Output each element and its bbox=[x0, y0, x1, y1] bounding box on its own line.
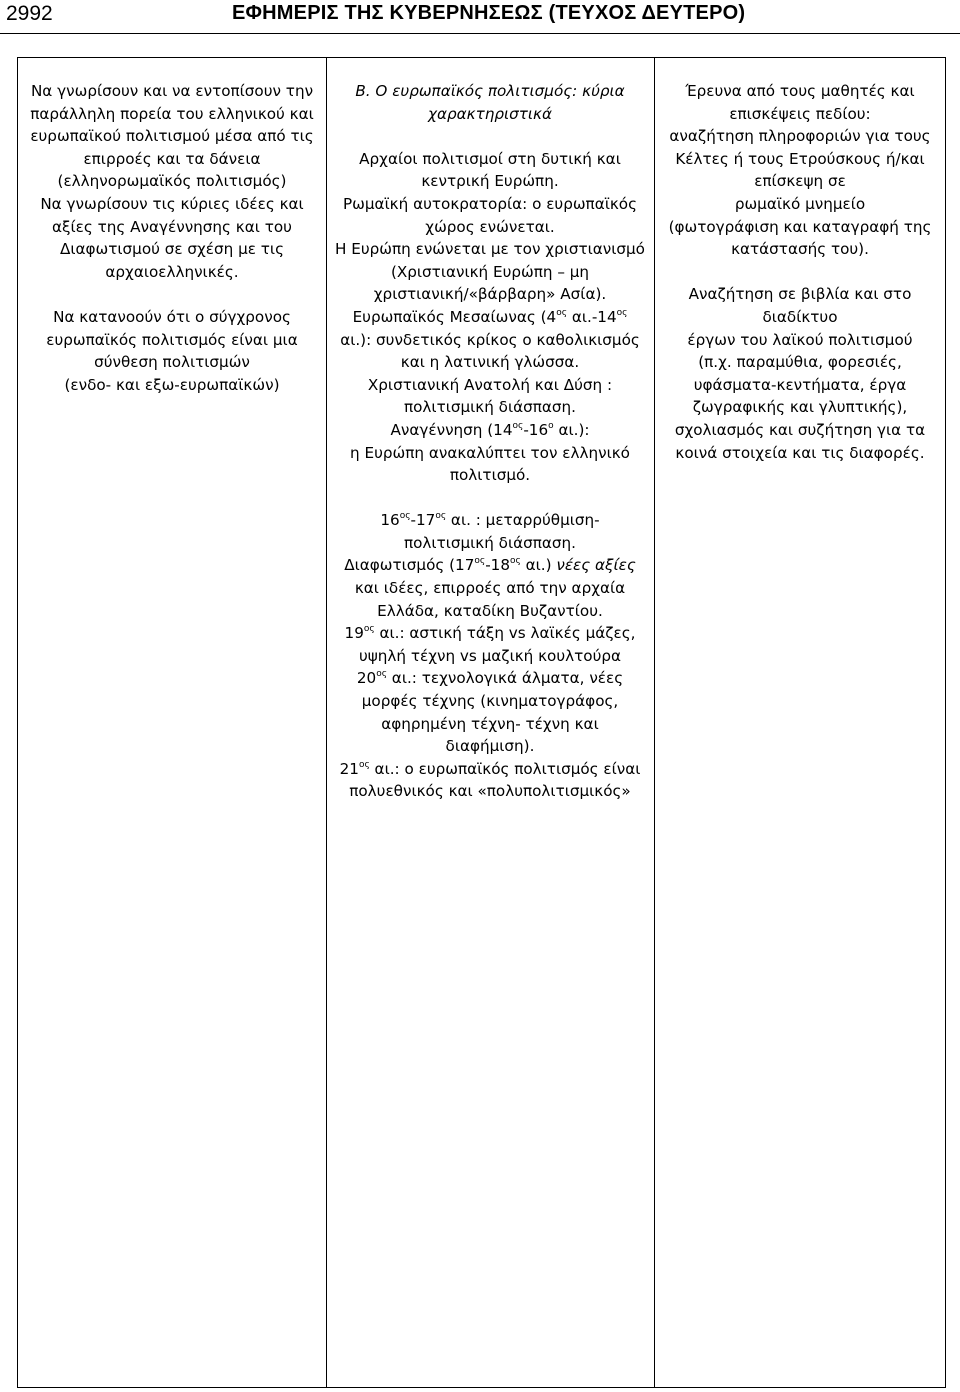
content-line: η Ευρώπη ανακαλύπτει τον ελληνικό bbox=[350, 443, 630, 462]
content-line: αφηρημένη τέχνη- τέχνη και bbox=[381, 714, 599, 733]
objectives-line: Να γνωρίσουν τις κύριες ιδέες και bbox=[40, 194, 304, 213]
activities-line: ζωγραφικής και γλυπτικής), bbox=[692, 398, 908, 417]
objectives-block-1 bbox=[22, 80, 322, 283]
objectives-line: αξίες της Αναγέννησης και του bbox=[52, 217, 292, 236]
activities-line: κοινά στοιχεία και τις διαφορές. bbox=[675, 443, 925, 462]
column-divider-2 bbox=[654, 58, 655, 1387]
content-line: πολιτισμό. bbox=[449, 466, 531, 485]
activities-line: υφάσματα-κεντήματα, έργα bbox=[693, 375, 907, 394]
content-line: και η λατινική γλώσσα. bbox=[400, 353, 580, 372]
content-line: Αναγέννηση ($14^{o\varsigma}-16^o$ αι.): bbox=[390, 420, 590, 439]
content-line: Ευρωπαϊκός Μεσαίωνας ($4^{o\varsigma}$ $\alpha\iota.-14^{o\varsigma}$ bbox=[352, 307, 628, 326]
section-heading-cont: χαρακτηριστικά bbox=[427, 104, 553, 123]
content-line: $19^{o\varsigma}$ αι.: αστική τάξη vs λαϊκές μάζες, bbox=[344, 624, 636, 643]
activities-line: Κέλτες ή τους Ετρούσκους ή/και bbox=[675, 149, 925, 168]
activities-line: Έρευνα από τους μαθητές και bbox=[685, 82, 915, 100]
activities-line: (φωτογράφιση και καταγραφή της bbox=[668, 217, 932, 236]
objectives-line: Να γνωρίσουν και να εντοπίσουν την bbox=[30, 82, 314, 100]
activities-line: (π.χ. παραμύθια, φορεσιές, bbox=[698, 353, 902, 372]
content-line: πολιτισμική διάσπαση. bbox=[404, 533, 576, 552]
content-line: Διαφωτισμός ($17^{o\varsigma}-18^{o\varsigma}$ αι.) νέες αξίες bbox=[344, 556, 636, 575]
content-line: διαφήμιση). bbox=[445, 737, 535, 756]
page-number: 2992 bbox=[6, 2, 53, 25]
content-line: Ρωμαϊκή αυτοκρατορία: ο ευρωπαϊκός bbox=[342, 194, 638, 213]
header-rule bbox=[0, 33, 960, 34]
objectives-line: Διαφωτισμού σε σχέση με τις bbox=[59, 240, 284, 259]
activities-line: επίσκεψη σε bbox=[754, 172, 846, 191]
column-divider-1 bbox=[326, 58, 327, 1387]
activities-line: επισκέψεις πεδίου: bbox=[729, 104, 871, 123]
curriculum-table bbox=[17, 57, 946, 1388]
content-line: Ελλάδα, καταδίκη Βυζαντίου. bbox=[377, 601, 603, 620]
activities-column bbox=[658, 80, 942, 464]
content-line: πολιτισμική διάσπαση. bbox=[404, 398, 576, 417]
objectives-line: (ελληνορωμαϊκός πολιτισμός) bbox=[57, 172, 287, 191]
content-line: αι.): συνδετικός κρίκος ο καθολικισμός bbox=[340, 330, 640, 349]
content-line: χώρος ενώνεται. bbox=[425, 217, 555, 236]
activities-block-1 bbox=[658, 80, 942, 261]
content-line: Η Ευρώπη ενώνεται με τον χριστιανισμό bbox=[335, 240, 645, 259]
objectives-line: αρχαιοελληνικές. bbox=[105, 262, 239, 281]
activities-line: αναζήτηση πληροφοριών για τους bbox=[669, 127, 931, 146]
content-line: χριστιανική/«βάρβαρη» Ασία). bbox=[373, 285, 607, 304]
activities-line: ρωμαϊκό μνημείο bbox=[734, 194, 866, 213]
objectives-line: (ενδο- και εξω-ευρωπαϊκών) bbox=[64, 375, 280, 394]
objectives-line: σύνθεση πολιτισμών bbox=[94, 353, 250, 372]
activities-line: Αναζήτηση σε βιβλία και στο bbox=[688, 285, 912, 304]
activities-line: έργων του λαϊκού πολιτισμού bbox=[687, 330, 913, 349]
content-line: και ιδέες, επιρροές από την αρχαία bbox=[354, 579, 626, 598]
objectives-line: Να κατανοούν ότι ο σύγχρονος bbox=[53, 307, 291, 326]
objectives-line: παράλληλη πορεία του ελληνικού και bbox=[30, 104, 314, 123]
content-line: υψηλή τέχνη vs μαζική κουλτούρα bbox=[358, 646, 622, 665]
activities-line: κατάστασής του). bbox=[731, 240, 869, 259]
activities-line: σχολιασμός και συζήτηση για τα bbox=[674, 420, 926, 439]
section-heading: Β. Ο ευρωπαϊκός πολιτισμός: κύρια bbox=[355, 82, 625, 100]
activities-block-2 bbox=[658, 283, 942, 464]
objectives-line: ευρωπαϊκού πολιτισμού μέσα από τις bbox=[30, 127, 314, 146]
content-line: πολυεθνικός και «πολυπολιτισμικός» bbox=[349, 782, 631, 801]
content-line: (Χριστιανική Ευρώπη – μη bbox=[390, 262, 590, 281]
gazette-title: ΕΦΗΜΕΡΙΣ ΤΗΣ ΚΥΒΕΡΝΗΣΕΩΣ (ΤΕΥΧΟΣ ΔΕΥΤΕΡΟ) bbox=[232, 2, 746, 24]
content-line: $16^{o\varsigma}-17^{o\varsigma}$ αι. : μεταρρύθμιση- bbox=[380, 511, 600, 530]
content-line: $21^{o\varsigma}$ αι.: ο ευρωπαϊκός πολιτισμός είναι bbox=[339, 759, 641, 778]
activities-line: διαδίκτυο bbox=[762, 307, 838, 326]
objectives-column bbox=[22, 80, 322, 396]
objectives-line: επιρροές και τα δάνεια bbox=[83, 149, 261, 168]
content-column bbox=[330, 80, 650, 803]
objectives-line: ευρωπαϊκός πολιτισμός είναι μια bbox=[46, 330, 298, 349]
content-line: κεντρική Ευρώπη. bbox=[421, 172, 559, 191]
content-line: Χριστιανική Ανατολή και Δύση : bbox=[367, 375, 613, 394]
content-line: μορφές τέχνης (κινηματογράφος, bbox=[361, 692, 619, 711]
objectives-block-2 bbox=[22, 306, 322, 396]
content-line: Αρχαίοι πολιτισμοί στη δυτική και bbox=[359, 149, 621, 168]
content-line: $20^{o\varsigma}$ αι.: τεχνολογικά άλματα, νέες bbox=[356, 669, 624, 688]
